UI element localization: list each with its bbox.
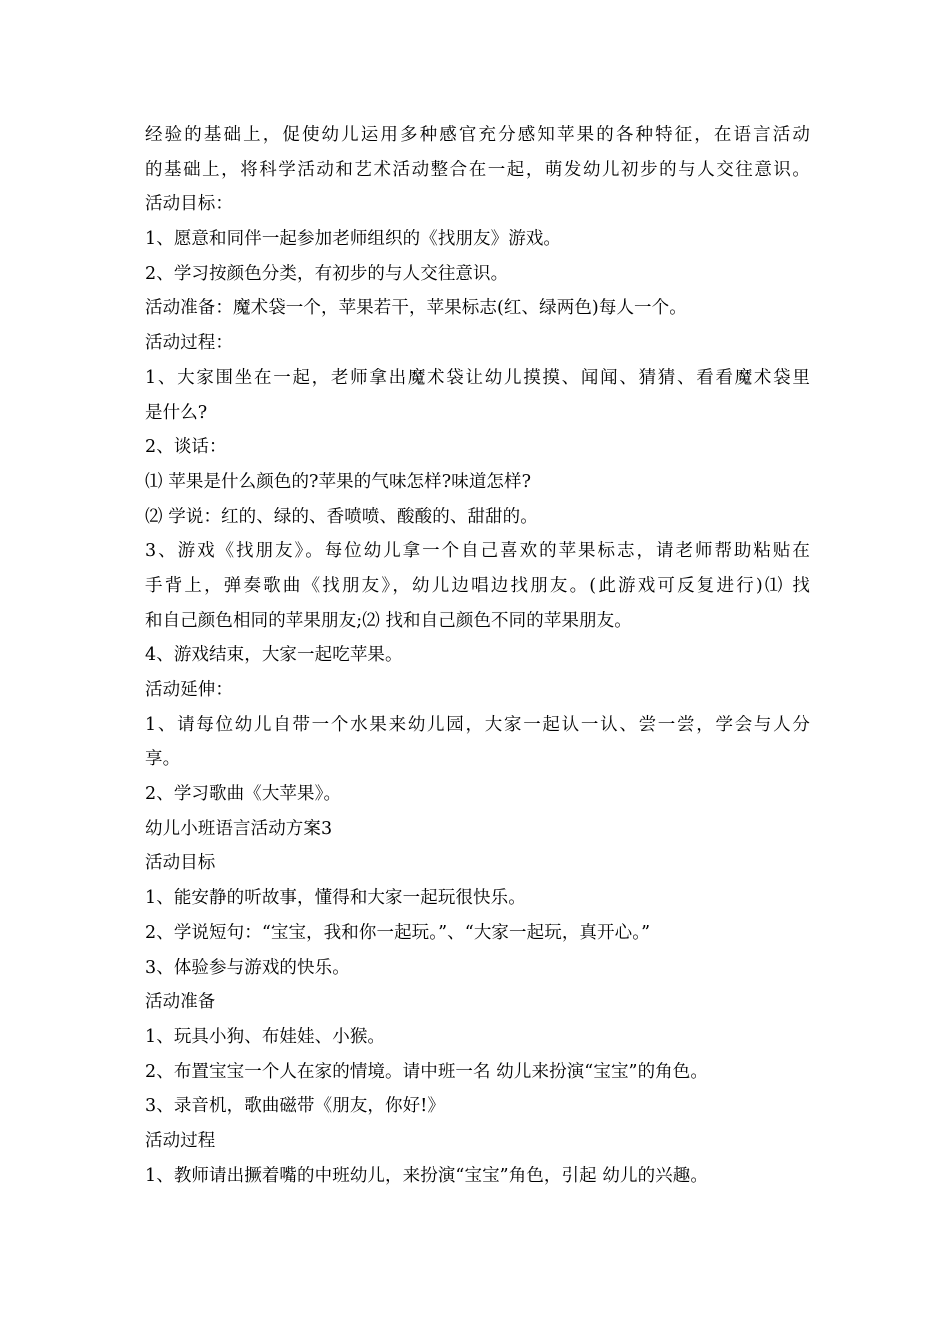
list-item: 2、学习按颜色分类，有初步的与人交往意识。 bbox=[145, 263, 509, 284]
list-item: 1、玩具小狗、布娃娃、小猴。 bbox=[145, 1026, 386, 1047]
list-item: 2、布置宝宝一个人在家的情境。请中班一名 幼儿来扮演“宝宝”的角色。 bbox=[145, 1061, 708, 1082]
paragraph-line: 活动准备：魔术袋一个，苹果若干，苹果标志(红、绿两色)每人一个。 bbox=[145, 298, 687, 319]
list-item: 1、愿意和同伴一起参加老师组织的《找朋友》游戏。 bbox=[145, 229, 562, 250]
list-item: 3、体验参与游戏的快乐。 bbox=[145, 957, 350, 978]
list-item-continuation: 和自己颜色相同的苹果朋友;⑵ 找和自己颜色不同的苹果朋友。 bbox=[145, 610, 632, 631]
section-heading: 活动过程 bbox=[145, 1130, 216, 1151]
list-item: 1、请每位幼儿自带一个水果来幼儿园，大家一起认一认、尝一尝，学会与人分 bbox=[145, 714, 810, 735]
sub-list-item: ⑵ 学说：红的、绿的、香喷喷、酸酸的、甜甜的。 bbox=[145, 506, 538, 527]
list-item-continuation: 是什么? bbox=[145, 402, 208, 423]
list-item: 2、学习歌曲《大苹果》。 bbox=[145, 784, 342, 805]
list-item: 2、谈话： bbox=[145, 437, 227, 458]
section-heading: 活动目标： bbox=[145, 194, 233, 215]
list-item-continuation: 手背上，弹奏歌曲《找朋友》，幼儿边唱边找朋友。(此游戏可反复进行)⑴ 找 bbox=[145, 575, 810, 596]
document-title: 幼儿小班语言活动方案3 bbox=[145, 818, 333, 839]
section-heading: 活动准备 bbox=[145, 992, 216, 1013]
list-item: 1、大家围坐在一起，老师拿出魔术袋让幼儿摸摸、闻闻、猜猜、看看魔术袋里 bbox=[145, 367, 810, 388]
list-item: 1、能安静的听故事，懂得和大家一起玩很快乐。 bbox=[145, 888, 526, 909]
section-heading: 活动过程： bbox=[145, 333, 233, 354]
section-heading: 活动延伸： bbox=[145, 680, 233, 700]
paragraph-line: 的基础上，将科学活动和艺术活动整合在一起，萌发幼儿初步的与人交往意识。 bbox=[145, 159, 810, 180]
list-item: 3、游戏《找朋友》。每位幼儿拿一个自己喜欢的苹果标志，请老师帮助粘贴在 bbox=[145, 541, 810, 562]
list-item: 4、游戏结束，大家一起吃苹果。 bbox=[145, 645, 403, 666]
list-item: 3、录音机，歌曲磁带《朋友，你好!》 bbox=[145, 1096, 445, 1117]
paragraph-line: 经验的基础上，促使幼儿运用多种感官充分感知苹果的各种特征，在语言活动 bbox=[145, 125, 810, 145]
list-item: 1、教师请出撅着嘴的中班幼儿，来扮演“宝宝”角色，引起 幼儿的兴趣。 bbox=[145, 1165, 708, 1186]
document-page bbox=[145, 118, 810, 1193]
list-item-continuation: 享。 bbox=[145, 749, 181, 770]
list-item: 2、学说短句：“宝宝，我和你一起玩。”、“大家一起玩，真开心。” bbox=[145, 922, 651, 943]
section-heading: 活动目标 bbox=[145, 853, 216, 874]
sub-list-item: ⑴ 苹果是什么颜色的?苹果的气味怎样?味道怎样? bbox=[145, 471, 532, 492]
